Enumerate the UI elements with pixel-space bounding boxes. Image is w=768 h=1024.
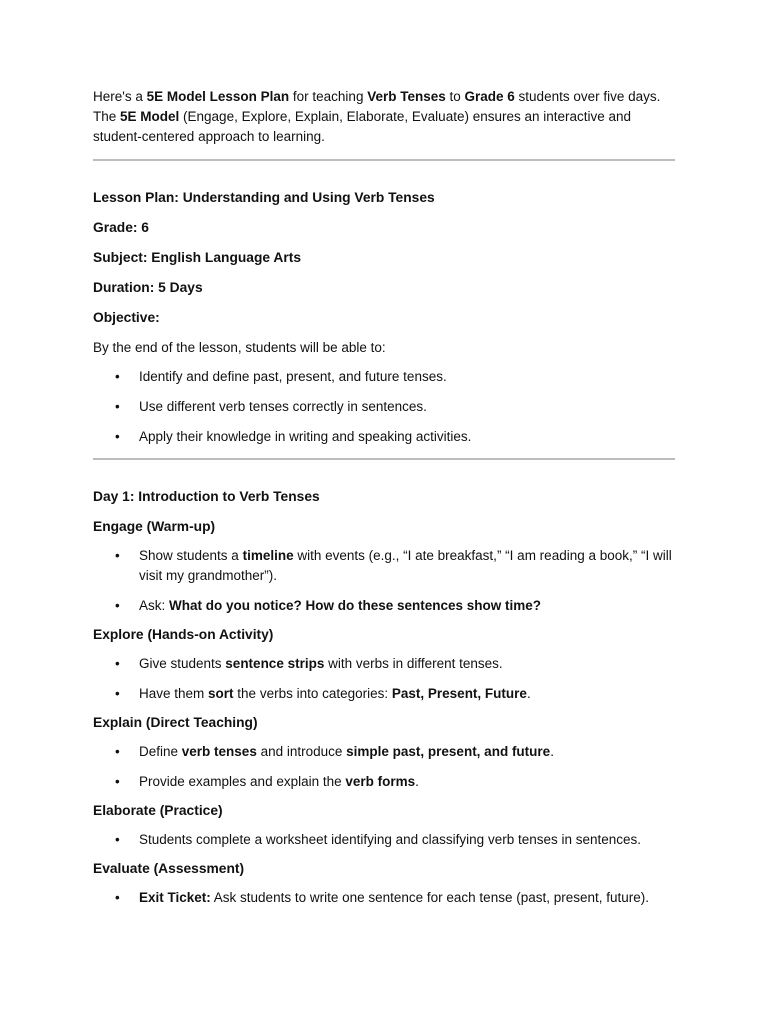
list-item: • Students complete a worksheet identifying and classifying verb tenses in sentences. — [93, 830, 675, 850]
bullet-icon: • — [115, 598, 120, 613]
explore-list — [93, 654, 675, 704]
list-item: • Give students sentence strips with verbs in different tenses. — [93, 654, 675, 674]
duration-line: Duration: 5 Days — [93, 280, 203, 295]
day1-title: Day 1: Introduction to Verb Tenses — [93, 489, 320, 504]
list-item: • Have them sort the verbs into categories: Past, Present, Future. — [93, 684, 675, 704]
engage-heading: Engage (Warm-up) — [93, 519, 216, 534]
lesson-plan-title: Lesson Plan: Understanding and Using Verb Tenses — [93, 190, 435, 205]
evaluate-list — [93, 888, 675, 908]
objective-heading: Objective: — [93, 310, 160, 325]
list-item: • Ask: What do you notice? How do these sentences show time? — [93, 596, 675, 616]
elaborate-heading: Elaborate (Practice) — [93, 803, 223, 818]
list-item: • Provide examples and explain the verb forms. — [93, 772, 675, 792]
elaborate-list — [93, 830, 675, 850]
bullet-icon: • — [115, 369, 120, 384]
explain-heading: Explain (Direct Teaching) — [93, 715, 258, 730]
subject-line: Subject: English Language Arts — [93, 250, 301, 265]
grade-line: Grade: 6 — [93, 220, 149, 235]
intro-paragraph-2: The 5E Model (Engage, Explore, Explain, Elaborate, Evaluate) ensures an interactive and student-centered approach to learning. — [93, 109, 632, 144]
bullet-icon: • — [115, 548, 120, 563]
bullet-icon: • — [115, 656, 120, 671]
bullet-icon: • — [115, 429, 120, 444]
intro-paragraph-1: Here's a 5E Model Lesson Plan for teaching Verb Tenses to Grade 6 students over five days. — [93, 89, 661, 104]
bullet-icon: • — [115, 744, 120, 759]
list-item: • Use different verb tenses correctly in sentences. — [93, 397, 675, 417]
divider — [93, 458, 675, 460]
bullet-icon: • — [115, 832, 120, 847]
engage-list — [93, 546, 675, 616]
list-item: • Define verb tenses and introduce simple past, present, and future. — [93, 742, 675, 762]
bullet-icon: • — [115, 774, 120, 789]
objectives-list — [93, 367, 675, 447]
list-item: • Apply their knowledge in writing and speaking activities. — [93, 427, 675, 447]
explain-list — [93, 742, 675, 792]
bullet-icon: • — [115, 890, 120, 905]
document-content — [93, 87, 675, 908]
list-item: • Identify and define past, present, and future tenses. — [93, 367, 675, 387]
objective-intro: By the end of the lesson, students will be able to: — [93, 340, 386, 355]
explore-heading: Explore (Hands-on Activity) — [93, 627, 274, 642]
bullet-icon: • — [115, 399, 120, 414]
list-item: • Exit Ticket: Ask students to write one sentence for each tense (past, present, future). — [93, 888, 675, 908]
evaluate-heading: Evaluate (Assessment) — [93, 861, 245, 876]
divider — [93, 159, 675, 161]
bullet-icon: • — [115, 686, 120, 701]
list-item: • Show students a timeline with events (e.g., “I ate breakfast,” “I am reading a book,” “I will visit my grandmother”). — [115, 548, 672, 583]
